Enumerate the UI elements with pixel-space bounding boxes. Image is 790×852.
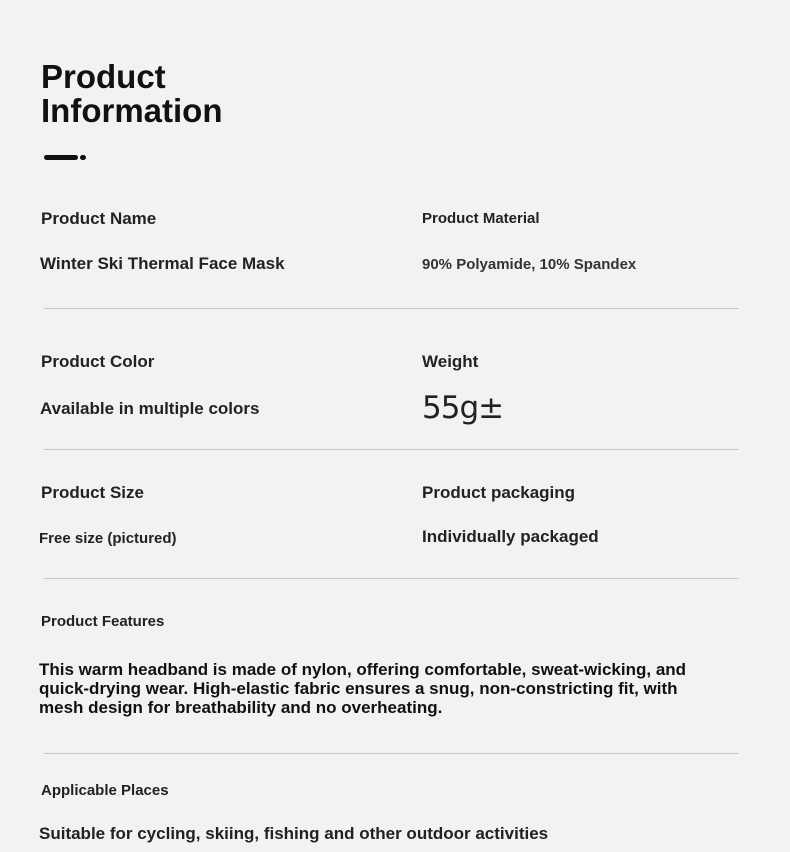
product-color-label: Product Color xyxy=(41,352,155,371)
product-color-value: Available in multiple colors xyxy=(40,399,260,418)
page-title-line-2: Information xyxy=(41,92,223,129)
product-features-label: Product Features xyxy=(41,613,165,630)
title-underline-dot xyxy=(80,155,86,160)
product-features-text: This warm headband is made of nylon, offering comfortable, sweat-wicking, and quick-drying wear. High-elastic fabric ensures a snug, non-constricting fit, with mesh design for breathability and no overheating. xyxy=(39,660,687,717)
applicable-places-text: Suitable for cycling, skiing, fishing and other outdoor activities xyxy=(39,824,549,843)
weight-value: 55g± xyxy=(422,390,504,426)
title-underline-dash xyxy=(44,155,78,160)
product-material-label: Product Material xyxy=(422,210,540,227)
divider xyxy=(44,449,739,450)
page-title-line-1: Product xyxy=(41,58,166,95)
product-name-value: Winter Ski Thermal Face Mask xyxy=(40,254,285,273)
product-material-value: 90% Polyamide, 10% Spandex xyxy=(422,256,637,273)
applicable-places-label: Applicable Places xyxy=(41,782,169,799)
product-size-label: Product Size xyxy=(41,483,144,502)
product-size-value: Free size (pictured) xyxy=(39,530,177,547)
weight-label: Weight xyxy=(422,352,479,371)
divider xyxy=(44,753,739,754)
product-packaging-value: Individually packaged xyxy=(422,527,599,546)
product-packaging-label: Product packaging xyxy=(422,483,576,502)
divider xyxy=(44,578,739,579)
page-title xyxy=(41,60,222,128)
divider xyxy=(44,308,739,309)
product-name-label: Product Name xyxy=(41,209,157,228)
